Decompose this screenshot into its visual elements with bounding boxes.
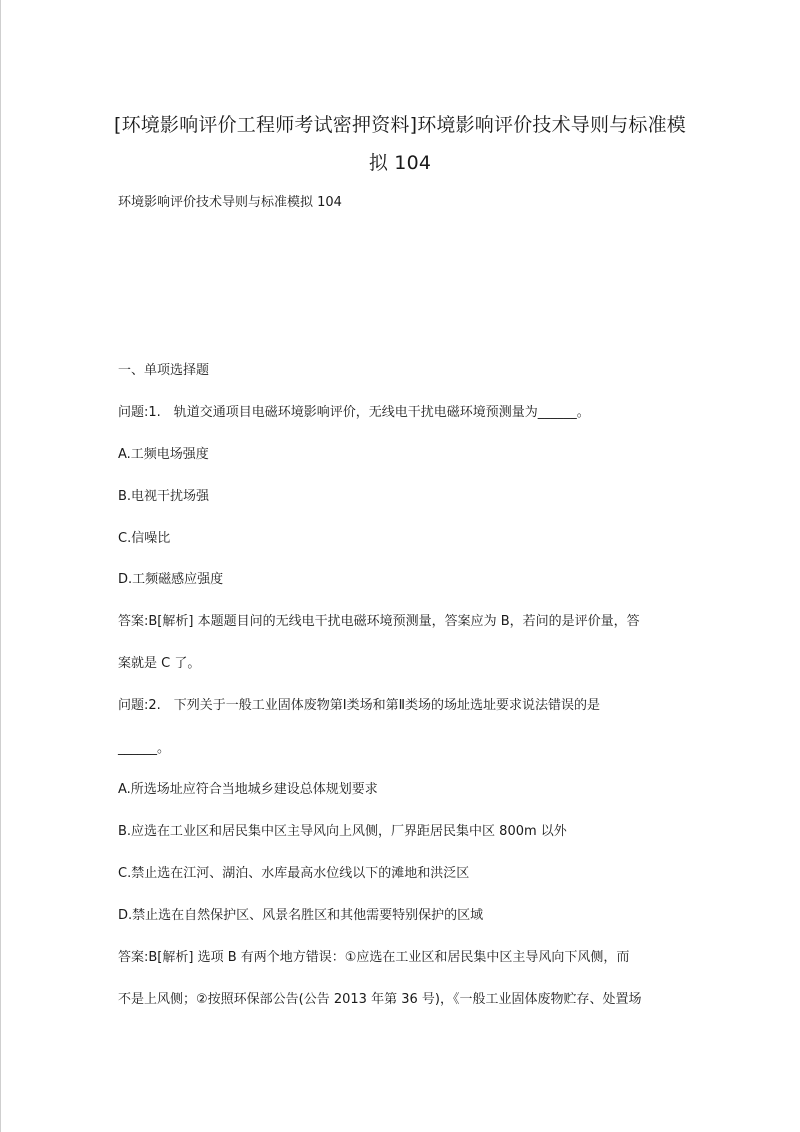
question-1-answer-line2: 案就是 C 了。: [118, 656, 201, 671]
question-2-option-d: D.禁止选在自然保护区、风景名胜区和其他需要特别保护的区域: [118, 908, 484, 923]
question-1-option-a: A.工频电场强度: [118, 447, 209, 462]
page-left-border: [0, 0, 1, 1132]
question-1-option-c: C.信噪比: [118, 531, 171, 546]
question-2-answer-line1: 答案:B[解析] 选项 B 有两个地方错误：①应选在工业区和居民集中区主导风向下风侧，而: [118, 950, 630, 965]
document-title-line1: [环境影响评价工程师考试密押资料]环境影响评价技术导则与标准模: [113, 114, 687, 136]
question-2-text-line1: 问题:2. 下列关于一般工业固体废物第Ⅰ类场和第Ⅱ类场的场址选址要求说法错误的是: [118, 698, 601, 713]
document-subtitle: 环境影响评价技术导则与标准模拟 104: [118, 195, 342, 210]
question-2-option-b: B.应选在工业区和居民集中区主导风向上风侧，厂界距居民集中区 800m 以外: [118, 824, 567, 839]
question-1-option-b: B.电视干扰场强: [118, 489, 210, 504]
question-2-text-line2: ______。: [118, 741, 171, 756]
section-heading: 一、单项选择题: [118, 363, 210, 378]
question-2-answer-line2: 不是上风侧；②按照环保部公告(公告 2013 年第 36 号)，《一般工业固体废物贮存、处置场: [118, 992, 642, 1007]
question-1-text: 问题:1. 轨道交通项目电磁环境影响评价，无线电干扰电磁环境预测量为______。: [118, 405, 590, 420]
question-1-option-d: D.工频磁感应强度: [118, 572, 224, 587]
question-2-option-c: C.禁止选在江河、湖泊、水库最高水位线以下的滩地和洪泛区: [118, 866, 470, 881]
question-2-option-a: A.所选场址应符合当地城乡建设总体规划要求: [118, 782, 378, 797]
document-title-line2: 拟 104: [368, 152, 432, 174]
question-1-answer-line1: 答案:B[解析] 本题题目问的无线电干扰电磁环境预测量，答案应为 B，若问的是评价量，答: [118, 614, 640, 629]
